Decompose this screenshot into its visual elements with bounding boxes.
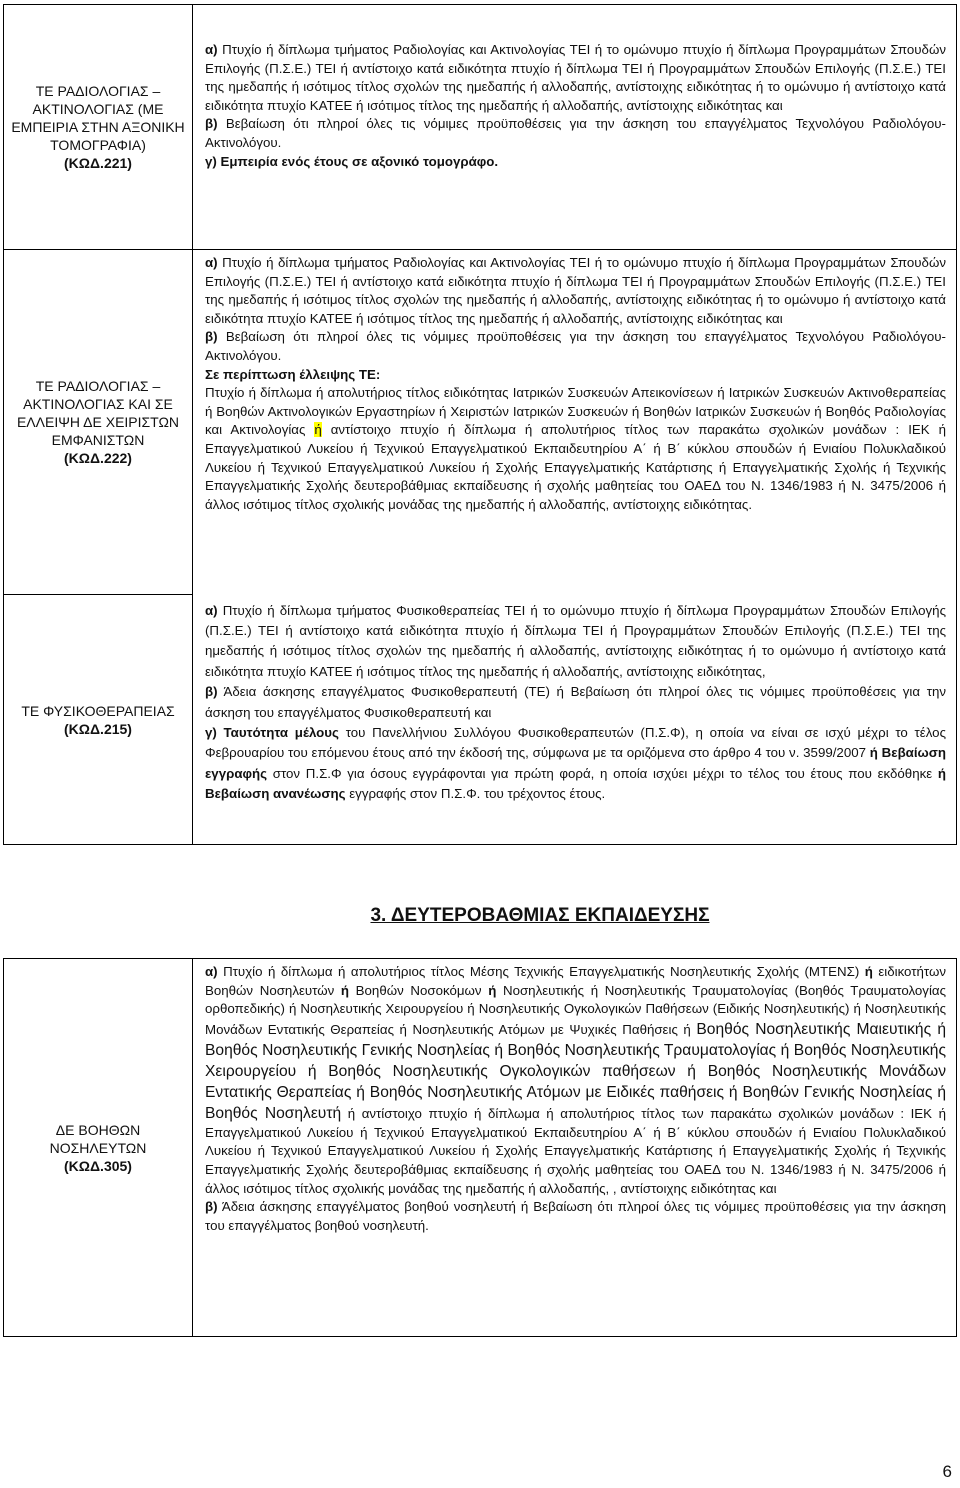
specialty-title: ΔΕ ΒΟΗΘΩΝ ΝΟΣΗΛΕΥΤΩΝ	[49, 1121, 147, 1156]
requirement-text: Βεβαίωση ότι πληροί όλες τις νόμιμες προϋποθέσεις για την άσκηση του επαγγέλματος Τεχνολόγου Ραδιολόγου- Ακτινολόγου.	[205, 329, 946, 363]
specialty-code: (ΚΩΔ.305)	[64, 1157, 132, 1174]
table-row	[4, 595, 957, 845]
item-label: α)	[205, 42, 218, 57]
requirement-emphasis: ή	[488, 982, 497, 998]
requirements-cell	[193, 595, 957, 845]
requirement-text: στον Π.Σ.Φ για όσους εγγράφονται για πρώτη φορά, η οποία ισχύει μέχρι το τέλος του έτους που εκδόθηκε	[272, 765, 933, 781]
item-label: β)	[205, 329, 218, 345]
requirement-text: του Πανελλήνιου Συλλόγου Φυσικοθεραπευτών (Π.Σ.Φ), η οποία να είναι σε ισχύ μέχρι το τέλος Φεβρουαρίου του επόμενου έτους από την έκδοσή της, σύμφωνα με τα οριζόμενα στο άρθρο 4 του ν. 3599/2007	[205, 724, 946, 761]
qualifications-table-de	[3, 958, 957, 1337]
specialty-cell	[4, 595, 193, 845]
requirement-text: Πτυχίο ή δίπλωμα ή απολυτήριος τίτλος Μέσης Τεχνικής Επαγγελματικής Νοσηλευτικής Σχολής (ΜΤΕΝΣ)	[223, 964, 860, 979]
requirement-b	[205, 115, 946, 152]
shortage-text-part: αντίστοιχο πτυχίο ή δίπλωμα ή απολυτήριος τίτλος των παρακάτω σχολικών μονάδων : ΙΕΚ ή Επαγγελματικού Λυκείου ή Τεχνικού Επαγγελματικού Εκπαιδευτηρίου Α΄ ή Β΄ κύκλου σπουδών ή Ενιαίου Πολυκλαδικού Λυκείου ή Τεχνικού Επαγγελματικού Λυκείου ή Σχολής Επαγγελματικής Κατάρτισης ή Επαγγελματικής Σχολής ή Τεχνικής Επαγγελματικής Σχολής δευτεροβάθμιας εκπαίδευσης ή σχολής μαθητείας του ΟΑΕΔ του Ν. 1346/1983 ή Ν. 3475/2006 ή άλλος ισότιμος τίτλος σχολικής μονάδας της ημεδαπής ή αλλοδαπής, αντίστοιχης ειδικότητας.	[205, 422, 946, 512]
specialty-code: (ΚΩΔ.222)	[64, 450, 132, 466]
shortage-text-part: Πτυχίο ή δίπλωμα ή απολυτήριος τίτλος ειδικότητας Ιατρικών Συσκευών Απεικονίσεων ή Ιατρικών Συσκευών Ακτινοθεραπείας ή Βοηθών Ακτινολογικών Εργαστηρίων ή Χειριστών Ιατρικών Συσκευών ή Βοηθών Ιατρικών Συσκευών ή Βοηθός Ραδιολογίας και Ακτινολογίας	[205, 385, 946, 438]
specialty-title: ΤΕ ΦΥΣΙΚΟΘΕΡΑΠΕΙΑΣ	[21, 702, 175, 719]
requirement-text: Βοηθών Νοσοκόμων	[355, 982, 482, 998]
section-heading-text: 3. ΔΕΥΤΕΡΟΒΑΘΜΙΑΣ ΕΚΠΑΙΔΕΥΣΗΣ	[370, 905, 710, 926]
requirement-b	[205, 682, 946, 723]
shortage-text	[205, 384, 946, 514]
requirement-text: Νοσηλευτικής ή Νοσηλευτικής Τραυματολογίας (Βοηθός Τραυματολογίας ορθοπεδικής) ή Νοσηλευτικής Χειρουργείου ή Νοσηλευτικής Ογκολογικών Παθήσεων (Ειδικής Νοσηλευτικής) ή Νοσηλευτικής Μονάδων Εντατικής Θεραπείας ή Νοσηλευτικής Ατόμων με Ψυχικές Παθήσεις ή	[205, 982, 947, 1037]
requirement-a	[205, 254, 946, 328]
requirement-emphasis: ή Βεβαίωση εγγραφής	[205, 745, 947, 781]
specialty-cell	[4, 5, 193, 250]
requirement-a	[205, 963, 946, 1198]
shortage-label: Σε περίπτωση έλλειψης ΤΕ:	[205, 366, 381, 382]
requirement-text: ειδικοτήτων Βοηθών Νοσηλευτών	[205, 964, 947, 998]
requirement-b	[205, 328, 946, 365]
requirement-text-large: Βοηθός Νοσηλευτικής Μαιευτικής ή Βοηθός Νοσηλευτικής Γενικής Νοσηλείας ή Βοηθός Νοσηλευτικής Τραυματολογίας ή Βοηθός Νοσηλευτικής Χειρουργείου ή Βοηθός Νοσηλευτικής Ογκολογικών παθήσεων ή Βοηθός Νοσηλευτικής Μονάδων Εντατικής Θεραπείας ή Βοηθός Νοσηλευτικής Ατόμων με Ειδικές παθήσεις ή Βοηθών Γενικής Νοσηλείας ή Βοηθός Νοσηλευτή	[205, 1020, 946, 1122]
requirement-text: Άδεια άσκησης επαγγέλματος βοηθού νοσηλευτή ή Βεβαίωση ότι πληροί όλες τις νόμιμες προϋποθέσεις για την άσκηση του επαγγέλματος βοηθού νοσηλευτή.	[205, 1199, 946, 1233]
specialty-title: ΤΕ ΡΑΔΙΟΛΟΓΙΑΣ – ΑΚΤΙΝΟΛΟΓΙΑΣ (ΜΕ ΕΜΠΕΙΡΙΑ ΣΤΗΝ ΑΞΟΝΙΚΗ ΤΟΜΟΓΡΑΦΙΑ)	[11, 83, 185, 153]
qualifications-table-te	[3, 4, 957, 845]
requirements-cell	[193, 5, 957, 250]
requirement-text: ή αντίστοιχο πτυχίο ή δίπλωμα ή απολυτήριος τίτλος των παρακάτω σχολικών μονάδων : ΙΕΚ ή Επαγγελματικού Λυκείου ή Τεχνικού Επαγγελματικού Εκπαιδευτηρίου Α΄ ή Β΄ κύκλου σπουδών ή Ενιαίου Πολυκλαδικού Λυκείου ή Τεχνικού Επαγγελματικού Λυκείου ή Σχολής Επαγγελματικής Κατάρτισης ή Επαγγελματικής Σχολής ή Τεχνικής Επαγγελματικής Σχολής δευτεροβάθμιας εκπαίδευσης ή σχολής μαθητείας του ΟΑΕΔ του Ν. 1346/1983 ή Ν. 3475/2006 ή άλλος ισότιμος τίτλος σχολικής μονάδας της ημεδαπής ή αλλοδαπής, , αντίστοιχης ειδικότητας και	[205, 1105, 946, 1196]
requirement-a	[205, 41, 946, 115]
requirement-b	[205, 1198, 946, 1235]
requirement-c: γ) Εμπειρία ενός έτους σε αξονικό τομογράφο.	[205, 153, 499, 169]
section-heading	[0, 905, 960, 927]
item-label: β)	[205, 1199, 218, 1215]
item-label: α)	[205, 964, 218, 979]
item-label: α)	[205, 255, 218, 270]
highlighted-word: ή	[314, 422, 322, 438]
table-row	[4, 250, 957, 595]
table-row	[4, 5, 957, 250]
requirements-cell	[193, 959, 957, 1337]
requirement-c	[205, 723, 946, 805]
requirements-cell	[193, 250, 957, 595]
requirement-emphasis: ή	[340, 982, 350, 998]
page-number: 6	[942, 1462, 952, 1481]
specialty-code: (ΚΩΔ.221)	[64, 155, 132, 171]
requirement-text: Πτυχίο ή δίπλωμα τμήματος Ραδιολογίας και Ακτινολογίας ΤΕΙ ή το ομώνυμο πτυχίο ή δίπλωμα Προγραμμάτων Σπουδών Επιλογής (Π.Σ.Ε.) ΤΕΙ ή αντίστοιχο κατά ειδικότητα πτυχίο ή δίπλωμα ΤΕΙ ή Προγραμμάτων Σπουδών Επιλογής (Π.Σ.Ε.) ΤΕΙ της ημεδαπής ή ισότιμος τίτλος σχολών της ημεδαπής ή αλλοδαπής, αντίστοιχης ειδικότητας ή το ομώνυμο ή αντίστοιχο κατά ειδικότητα πτυχίο ΚΑΤΕΕ ή ισότιμος τίτλος της ημεδαπής ή αλλοδαπής, αντίστοιχης ειδικότητας και	[205, 42, 946, 113]
item-label: α)	[205, 602, 218, 618]
item-label: γ) Ταυτότητα μέλους	[205, 724, 339, 740]
specialty-cell	[4, 959, 193, 1337]
item-label: β)	[205, 684, 218, 700]
item-label: β)	[205, 116, 218, 132]
specialty-code: (ΚΩΔ.215)	[64, 720, 132, 737]
requirement-emphasis: ή Βεβαίωση ανανέωσης	[205, 765, 947, 802]
requirement-text: Βεβαίωση ότι πληροί όλες τις νόμιμες προϋποθέσεις για την άσκηση του επαγγέλματος Τεχνολόγου Ραδιολόγου- Ακτινολόγου.	[205, 116, 946, 150]
requirement-a	[205, 601, 946, 683]
requirement-text: Πτυχίο ή δίπλωμα τμήματος Ραδιολογίας και Ακτινολογίας ΤΕΙ ή το ομώνυμο πτυχίο ή δίπλωμα Προγραμμάτων Σπουδών Επιλογής (Π.Σ.Ε.) ΤΕΙ ή αντίστοιχο κατά ειδικότητα πτυχίο ή δίπλωμα ΤΕΙ ή Προγραμμάτων Σπουδών Επιλογής (Π.Σ.Ε.) ΤΕΙ της ημεδαπής ή ισότιμος τίτλος σχολών της ημεδαπής ή αλλοδαπής, αντίστοιχης ειδικότητας ή το ομώνυμο ή αντίστοιχο κατά ειδικότητα πτυχίο ΚΑΤΕΕ ή ισότιμος τίτλος της ημεδαπής ή αλλοδαπής, αντίστοιχης ειδικότητας και	[205, 255, 946, 326]
table-row	[4, 959, 957, 1337]
requirement-text: Άδεια άσκησης επαγγέλματος Φυσικοθεραπευτή (ΤΕ) ή Βεβαίωση ότι πληροί όλες τις νόμιμες προϋποθέσεις για την άσκηση του επαγγέλματος Φυσικοθεραπευτή και	[205, 684, 946, 720]
requirement-text: Πτυχίο ή δίπλωμα τμήματος Φυσικοθεραπείας ΤΕΙ ή το ομώνυμο πτυχίο ή δίπλωμα Προγραμμάτων Σπουδών Επιλογής (Π.Σ.Ε.) ΤΕΙ ή αντίστοιχο κατά ειδικότητα πτυχίο ή δίπλωμα ΤΕΙ ή Προγραμμάτων Σπουδών Επιλογής (Π.Σ.Ε.) ΤΕΙ της ημεδαπής ή ισότιμος τίτλος σχολών της ημεδαπής ή αλλοδαπής, αντίστοιχης ειδικότητας ή το ομώνυμο ή αντίστοιχο κατά ειδικότητα πτυχίο ΚΑΤΕΕ ή ισότιμος τίτλος της ημεδαπής ή αλλοδαπής, αντίστοιχης ειδικότητας,	[205, 602, 946, 679]
specialty-cell	[4, 250, 193, 595]
requirement-emphasis: ή	[864, 964, 873, 979]
specialty-title: ΤΕ ΡΑΔΙΟΛΟΓΙΑΣ – ΑΚΤΙΝΟΛΟΓΙΑΣ ΚΑΙ ΣΕ ΕΛΛΕΙΨΗ ΔΕ ΧΕΙΡΙΣΤΩΝ ΕΜΦΑΝΙΣΤΩΝ	[16, 378, 180, 448]
requirement-text: εγγραφής στον Π.Σ.Φ. του τρέχοντος έτους.	[349, 786, 606, 802]
